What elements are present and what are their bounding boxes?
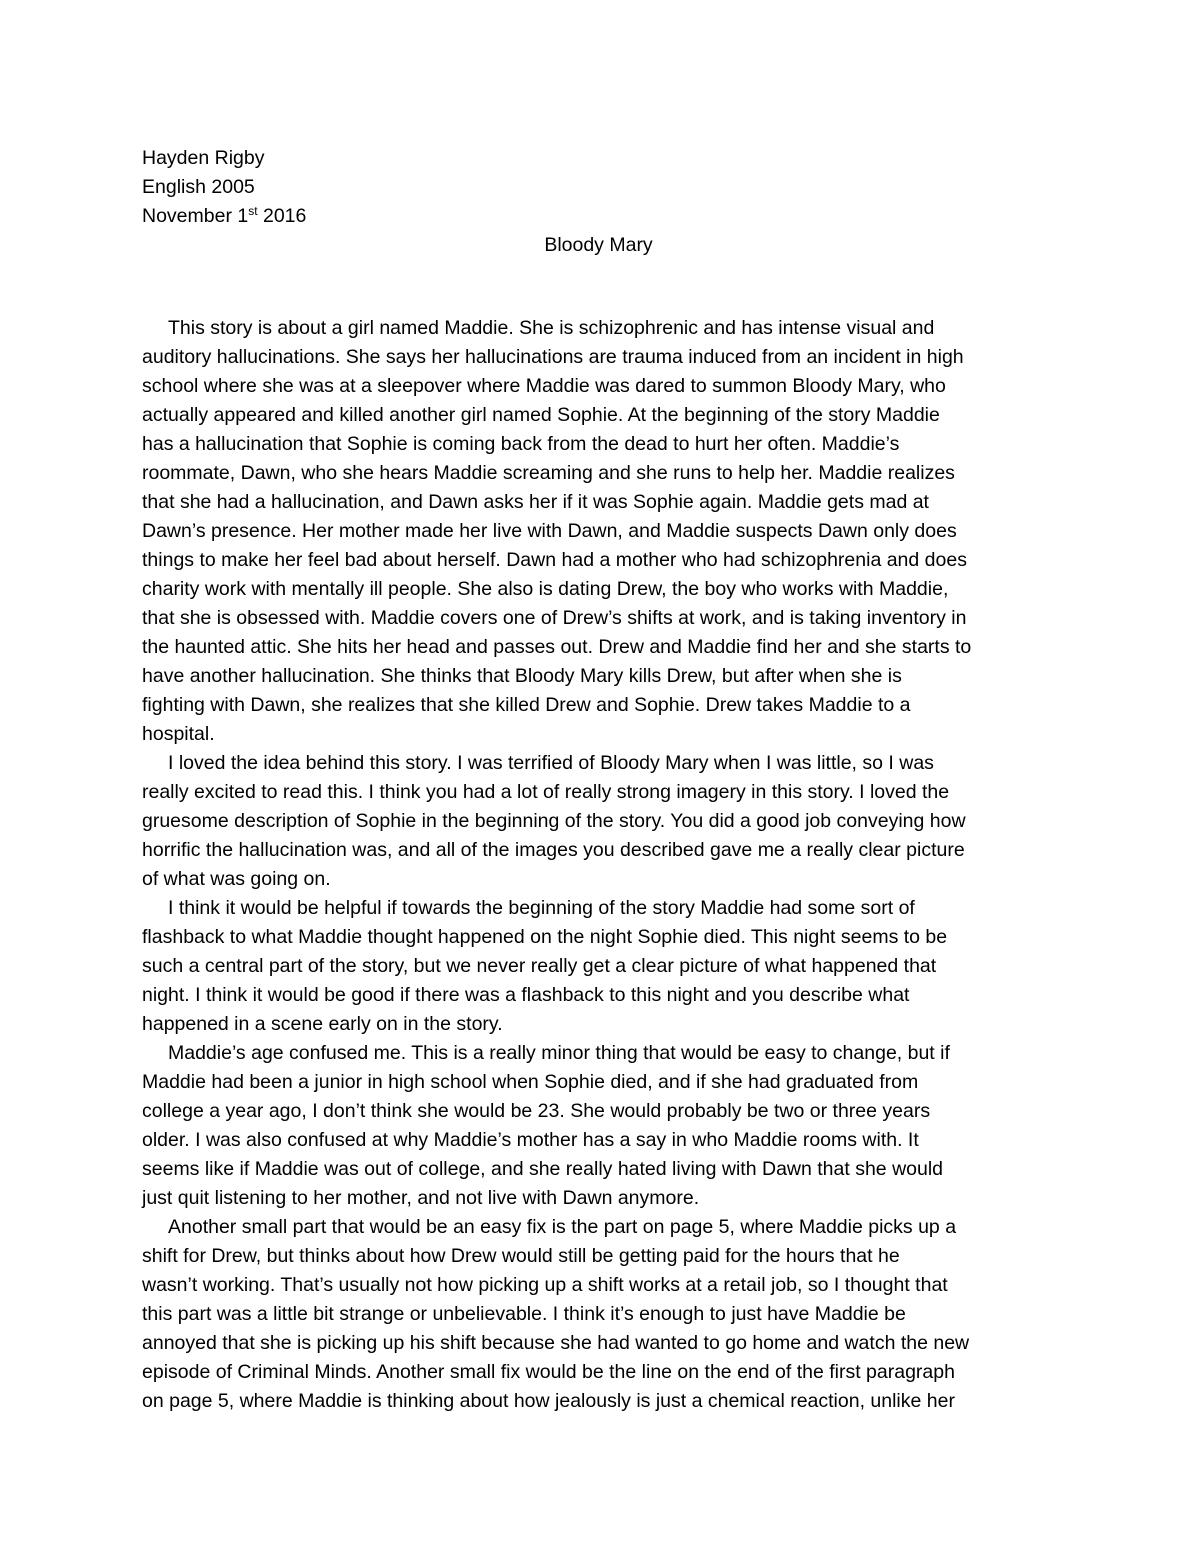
body-line: this part was a little bit strange or unbelievable. I think it’s enough to just have Maddie be [142,1303,906,1325]
body-line: have another hallucination. She thinks that Bloody Mary kills Drew, but after when she is [142,665,902,687]
body-line: charity work with mentally ill people. She also is dating Drew, the boy who works with Maddie, [142,578,949,600]
body-line: that she is obsessed with. Maddie covers one of Drew’s shifts at work, and is taking inventory in [142,607,967,629]
date-prefix: November 1 [142,205,249,227]
body-line: episode of Criminal Minds. Another small fix would be the line on the end of the first paragraph [142,1361,955,1383]
body-line: gruesome description of Sophie in the beginning of the story. You did a good job conveying how [142,810,966,832]
body-line: actually appeared and killed another girl named Sophie. At the beginning of the story Maddie [142,404,940,426]
author-name: Hayden Rigby [142,147,265,169]
body-line: older. I was also confused at why Maddie’s mother has a say in who Maddie rooms with. It [142,1129,919,1151]
body-line: college a year ago, I don’t think she would be 23. She would probably be two or three years [142,1100,931,1122]
body-line: things to make her feel bad about herself. Dawn had a mother who had schizophrenia and does [142,549,967,571]
body-line: just quit listening to her mother, and not live with Dawn anymore. [142,1187,700,1209]
body-line: happened in a scene early on in the story. [142,1013,503,1035]
body-line: seems like if Maddie was out of college, and she really hated living with Dawn that she would [142,1158,944,1180]
body-line: school where she was at a sleepover where Maddie was dared to summon Bloody Mary, who [142,375,946,397]
document-date [142,202,1062,231]
body-line: such a central part of the story, but we never really get a clear picture of what happened that [142,955,937,977]
body-line: on page 5, where Maddie is thinking about how jealously is just a chemical reaction, unlike her [142,1390,955,1412]
body-line: night. I think it would be good if there was a flashback to this night and you describe what [142,984,910,1006]
body-line: fighting with Dawn, she realizes that she killed Drew and Sophie. Drew takes Maddie to a [142,694,911,716]
document-body [142,314,1062,1416]
body-line: of what was going on. [142,868,331,890]
body-line: roommate, Dawn, who she hears Maddie screaming and she runs to help her. Maddie realizes [142,462,955,484]
body-line: Maddie had been a junior in high school when Sophie died, and if she had graduated from [142,1071,919,1093]
body-line: really excited to read this. I think you had a lot of really strong imagery in this story. I loved the [142,781,950,803]
body-line: horrific the hallucination was, and all of the images you described gave me a really clear picture [142,839,965,861]
body-line: Dawn’s presence. Her mother made her live with Dawn, and Maddie suspects Dawn only does [142,520,957,542]
body-line: flashback to what Maddie thought happened on the night Sophie died. This night seems to be [142,926,948,948]
body-line: This story is about a girl named Maddie. She is schizophrenic and has intense visual and [168,317,935,339]
document-header [142,144,1062,231]
body-line: hospital. [142,723,215,745]
body-line: shift for Drew, but thinks about how Drew would still be getting paid for the hours that he [142,1245,900,1267]
body-line: wasn’t working. That’s usually not how picking up a shift works at a retail job, so I thought that [142,1274,948,1296]
course-name: English 2005 [142,176,255,198]
date-superscript: st [248,204,258,218]
body-line: auditory hallucinations. She says her hallucinations are trauma induced from an incident in high [142,346,964,368]
body-line: I think it would be helpful if towards the beginning of the story Maddie had some sort of [168,897,915,919]
body-line: has a hallucination that Sophie is coming back from the dead to hurt her often. Maddie’s [142,433,900,455]
body-line: the haunted attic. She hits her head and passes out. Drew and Maddie find her and she starts to [142,636,972,658]
document-title: Bloody Mary [544,234,653,256]
body-line: that she had a hallucination, and Dawn asks her if it was Sophie again. Maddie gets mad at [142,491,929,513]
body-line: Maddie’s age confused me. This is a really minor thing that would be easy to change, but if [168,1042,950,1064]
body-line: Another small part that would be an easy fix is the part on page 5, where Maddie picks up a [168,1216,957,1238]
date-suffix: 2016 [257,205,307,227]
body-line: I loved the idea behind this story. I was terrified of Bloody Mary when I was little, so I was [168,752,934,774]
body-line: annoyed that she is picking up his shift because she had wanted to go home and watch the new [142,1332,970,1354]
